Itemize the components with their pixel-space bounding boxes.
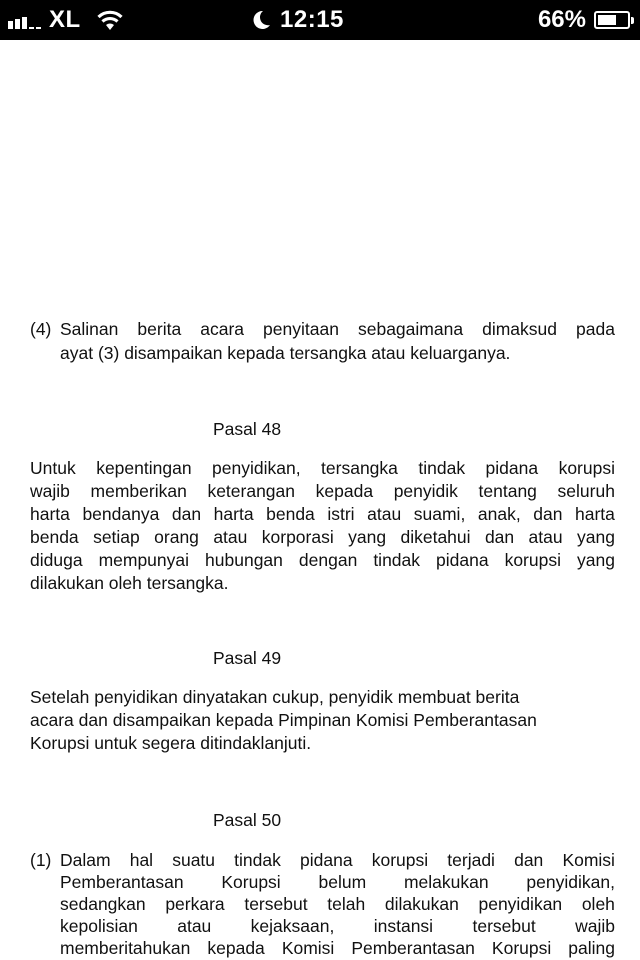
battery-percent: 66% (537, 6, 586, 33)
pasal-48-line-3: harta bendanya dan harta benda istri atau suami, anak, dan harta (30, 504, 615, 524)
carrier-name: XL (49, 6, 81, 33)
pasal-50-line-1: Dalam hal suatu tindak pidana korupsi terjadi dan Komisi (60, 850, 615, 870)
pasal-49-line-3: Korupsi untuk segera ditindaklanjuti. (30, 733, 312, 753)
status-center (250, 6, 344, 34)
document-page (0, 40, 640, 960)
pasal-48-line-1: Untuk kepentingan penyidikan, tersangka tindak pidana korupsi (30, 458, 615, 478)
item-4-number: (4) (30, 319, 52, 339)
pasal-50-heading: Pasal 50 (213, 810, 282, 830)
clock: 12:15 (280, 6, 344, 33)
pasal-49-line-2: acara dan disampaikan kepada Pimpinan Komisi Pemberantasan (30, 710, 537, 730)
battery-level-fill (598, 15, 616, 25)
pasal-50-line-2: Pemberantasan Korupsi belum melakukan penyidikan, (60, 872, 615, 892)
pasal-48-line-5: diduga mempunyai hubungan dengan tindak pidana korupsi yang (30, 550, 615, 570)
pasal-50-line-3: sedangkan perkara tersebut telah dilakukan penyidikan oleh (60, 894, 615, 914)
moon-icon (250, 9, 272, 31)
item-4-line-2: ayat (3) disampaikan kepada tersangka atau keluarganya. (60, 343, 511, 363)
pasal-50-item-1-number: (1) (30, 850, 52, 870)
battery-icon (594, 11, 630, 29)
pasal-49-heading: Pasal 49 (213, 648, 282, 668)
pasal-50-line-5: memberitahukan kepada Komisi Pemberantasan Korupsi paling (60, 938, 615, 958)
pasal-50-line-4: kepolisian atau kejaksaan, instansi tersebut wajib (60, 916, 615, 936)
pasal-48-line-4: benda setiap orang atau korporasi yang diketahui dan atau yang (30, 527, 615, 547)
pasal-48-line-2: wajib memberikan keterangan kepada penyidik tentang seluruh (30, 481, 615, 501)
pasal-48-heading: Pasal 48 (213, 419, 282, 439)
item-4-line-1: Salinan berita acara penyitaan sebagaimana dimaksud pada (60, 319, 615, 339)
status-right (538, 6, 630, 34)
signal-icon (8, 11, 43, 29)
status-left (8, 6, 125, 34)
pasal-49-line-1: Setelah penyidikan dinyatakan cukup, penyidik membuat berita (30, 687, 520, 707)
wifi-icon (95, 9, 125, 31)
status-bar (0, 0, 640, 40)
pasal-48-line-6: dilakukan oleh tersangka. (30, 573, 229, 593)
